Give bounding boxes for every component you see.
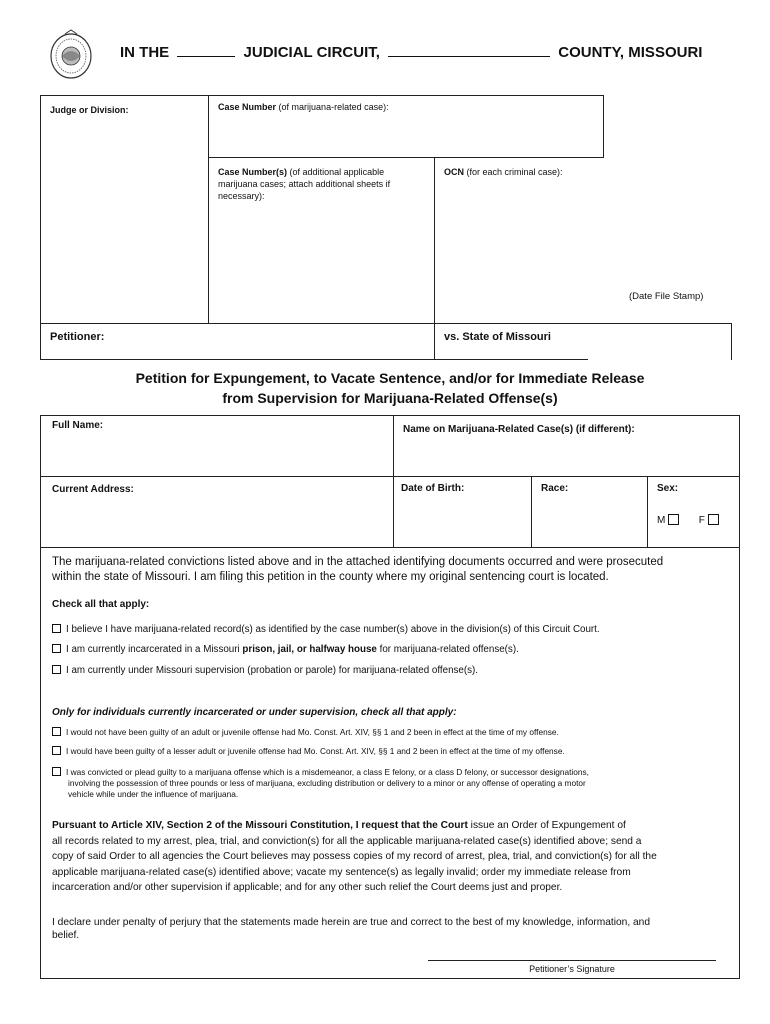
request-line-4: applicable marijuana-related case(s) identified above; vacate my sentence(s) as legally invalid; order my immediate release from <box>52 866 631 878</box>
ocn-bold: OCN <box>444 167 464 177</box>
info-name-divider <box>393 415 394 548</box>
judge-division-label: Judge or Division: <box>50 105 129 115</box>
sub-option-3-line-3: vehicle while under the influence of marijuana. <box>68 789 239 799</box>
full-name-label: Full Name: <box>52 420 104 431</box>
request-bold: Pursuant to Article XIV, Section 2 of the Missouri Constitution, I request that the Court <box>52 820 468 831</box>
header-circuit: JUDICIAL CIRCUIT, <box>243 44 380 61</box>
info-top-border <box>40 415 740 416</box>
additional-case-numbers-field[interactable] <box>212 204 430 319</box>
missouri-seal-icon <box>48 28 94 82</box>
info-left-border <box>40 415 41 979</box>
caption-case-divider <box>208 157 604 158</box>
case-number-bold: Case Number <box>218 102 277 112</box>
ocn-note: (for each criminal case): <box>466 167 563 177</box>
header-county: COUNTY, MISSOURI <box>558 44 703 61</box>
name-on-case-label: Name on Marijuana-Related Case(s) (if different): <box>403 424 635 435</box>
caption-bottom-border <box>40 359 588 360</box>
case-numbers-bold: Case Number(s) <box>218 167 288 177</box>
sub-option-3-line-1: I was convicted or plead guilty to a marijuana offense which is a misdemeanor, a class E felony, or a class D felony, or successor designations, <box>66 767 589 777</box>
current-address-field[interactable] <box>44 498 389 544</box>
option-3-checkbox[interactable] <box>52 665 61 674</box>
sub-option-2-row <box>52 746 565 757</box>
option-2-pre: I am currently incarcerated in a Missouri <box>66 644 243 655</box>
sub-option-1-checkbox[interactable] <box>52 727 61 736</box>
sub-option-2-label: I would have been guilty of a lesser adult or juvenile offense had Mo. Const. Art. XIV, §§ 1 and 2 been in effect at the time of my offense. <box>66 746 565 756</box>
date-of-birth-label: Date of Birth: <box>401 483 465 494</box>
case-number-field[interactable] <box>212 116 598 154</box>
case-number-note: (of marijuana-related case): <box>278 102 389 112</box>
declaration-line-2: belief. <box>52 930 80 941</box>
intro-line-1: The marijuana-related convictions listed above and in the attached identifying documents occurred and were prosecuted <box>52 556 664 568</box>
current-address-label: Current Address: <box>52 484 134 495</box>
full-name-field[interactable] <box>44 434 389 472</box>
check-all-heading: Check all that apply: <box>52 599 150 610</box>
race-label: Race: <box>541 483 569 494</box>
request-line-5: incarceration and/or other supervision if applicable; and for any other such relief the Court deems just and proper. <box>52 882 563 894</box>
date-file-stamp-label: (Date File Stamp) <box>629 291 704 302</box>
caption-petitioner-top <box>40 323 732 324</box>
caption-ocn-divider <box>434 157 435 360</box>
date-of-birth-field[interactable] <box>397 497 527 543</box>
sub-option-1-row <box>52 727 559 738</box>
info-row-divider <box>40 476 740 477</box>
info-bottom-border <box>40 978 740 979</box>
sex-female-label: F <box>698 515 705 526</box>
caption-case-right-border <box>603 95 604 157</box>
option-1-label: I believe I have marijuana-related record(s) as identified by the case number(s) above in the division(s) of this Circuit Court. <box>66 624 600 635</box>
option-3-row <box>52 664 478 678</box>
option-1-row <box>52 623 600 637</box>
petitioner-field[interactable] <box>130 327 430 357</box>
caption-judge-divider <box>208 95 209 323</box>
sub-option-2-checkbox[interactable] <box>52 746 61 755</box>
case-numbers-note-1: (of additional applicable <box>289 167 385 177</box>
request-line-3: copy of said Order to all agencies the Court believes may possess copies of my record of arrest, plea, trial, and conviction(s) for all the <box>52 851 657 863</box>
petition-title-line-2: from Supervision for Marijuana-Related Offense(s) <box>222 390 558 406</box>
signature-label: Petitioner’s Signature <box>529 964 615 974</box>
intro-line-2: within the state of Missouri. I am filing this petition in the county where my original sentencing court is located. <box>52 571 609 583</box>
petition-title-line-1: Petition for Expungement, to Vacate Sentence, and/or for Immediate Release <box>135 370 645 386</box>
option-2-checkbox[interactable] <box>52 644 61 653</box>
sex-label: Sex: <box>657 483 679 494</box>
option-2-bold: prison, jail, or halfway house <box>242 644 377 655</box>
request-paragraph <box>52 818 730 896</box>
case-number-label <box>218 101 389 113</box>
sex-options <box>657 514 719 526</box>
sex-male-checkbox[interactable] <box>668 514 679 525</box>
option-2-row <box>52 643 519 657</box>
court-header <box>120 44 702 61</box>
name-on-case-field[interactable] <box>397 438 735 472</box>
sex-female-checkbox[interactable] <box>708 514 719 525</box>
info-right-border <box>739 415 740 979</box>
sub-option-3-row <box>52 767 589 800</box>
vs-state-label: vs. State of Missouri <box>444 331 551 343</box>
intro-paragraph <box>52 555 663 585</box>
sub-option-1-label: I would not have been guilty of an adult or juvenile offense had Mo. Const. Art. XIV, §§ 1 and 2 been in effect at the time of my offense. <box>66 727 559 737</box>
info-bottom-divider <box>40 547 740 548</box>
request-line-1: issue an Order of Expungement of <box>467 820 626 831</box>
info-dob-divider <box>531 476 532 548</box>
signature-line[interactable] <box>428 960 716 961</box>
option-1-checkbox[interactable] <box>52 624 61 633</box>
caption-petitioner-right <box>731 323 732 360</box>
case-numbers-note-2: marijuana cases; attach additional sheets if <box>218 179 391 189</box>
request-line-2: all records related to my arrest, plea, trial, and conviction(s) for all the applicable marijuana-related case(s) identified above; send a <box>52 835 642 847</box>
sub-option-3-checkbox[interactable] <box>52 767 61 776</box>
info-race-divider <box>647 476 648 548</box>
circuit-blank[interactable] <box>177 44 235 57</box>
ocn-field[interactable] <box>438 180 598 320</box>
additional-case-numbers-label <box>218 166 428 202</box>
caption-top-border <box>40 95 604 96</box>
only-for-heading: Only for individuals currently incarcerated or under supervision, check all that apply: <box>52 707 457 718</box>
caption-left-border <box>40 95 41 360</box>
petitioner-label: Petitioner: <box>50 331 105 343</box>
declaration-paragraph <box>52 916 650 942</box>
race-field[interactable] <box>535 497 643 543</box>
case-numbers-note-3: necessary): <box>218 191 265 201</box>
judge-division-field[interactable] <box>44 118 204 318</box>
option-2-post: for marijuana-related offense(s). <box>376 644 519 655</box>
declaration-line-1: I declare under penalty of perjury that the statements made herein are true and correct to the best of my knowledge, information, and <box>52 917 651 928</box>
option-3-label: I am currently under Missouri supervision (probation or parole) for marijuana-related offense(s). <box>66 665 479 676</box>
ocn-label <box>444 166 563 178</box>
county-blank[interactable] <box>388 44 550 57</box>
sex-male-label: M <box>657 515 666 526</box>
header-prefix: IN THE <box>120 44 170 61</box>
sub-option-3-line-2: involving the possession of three pounds or less of marijuana, excluding distribution or delivery to a minor or any offense of operating a motor <box>68 778 586 788</box>
